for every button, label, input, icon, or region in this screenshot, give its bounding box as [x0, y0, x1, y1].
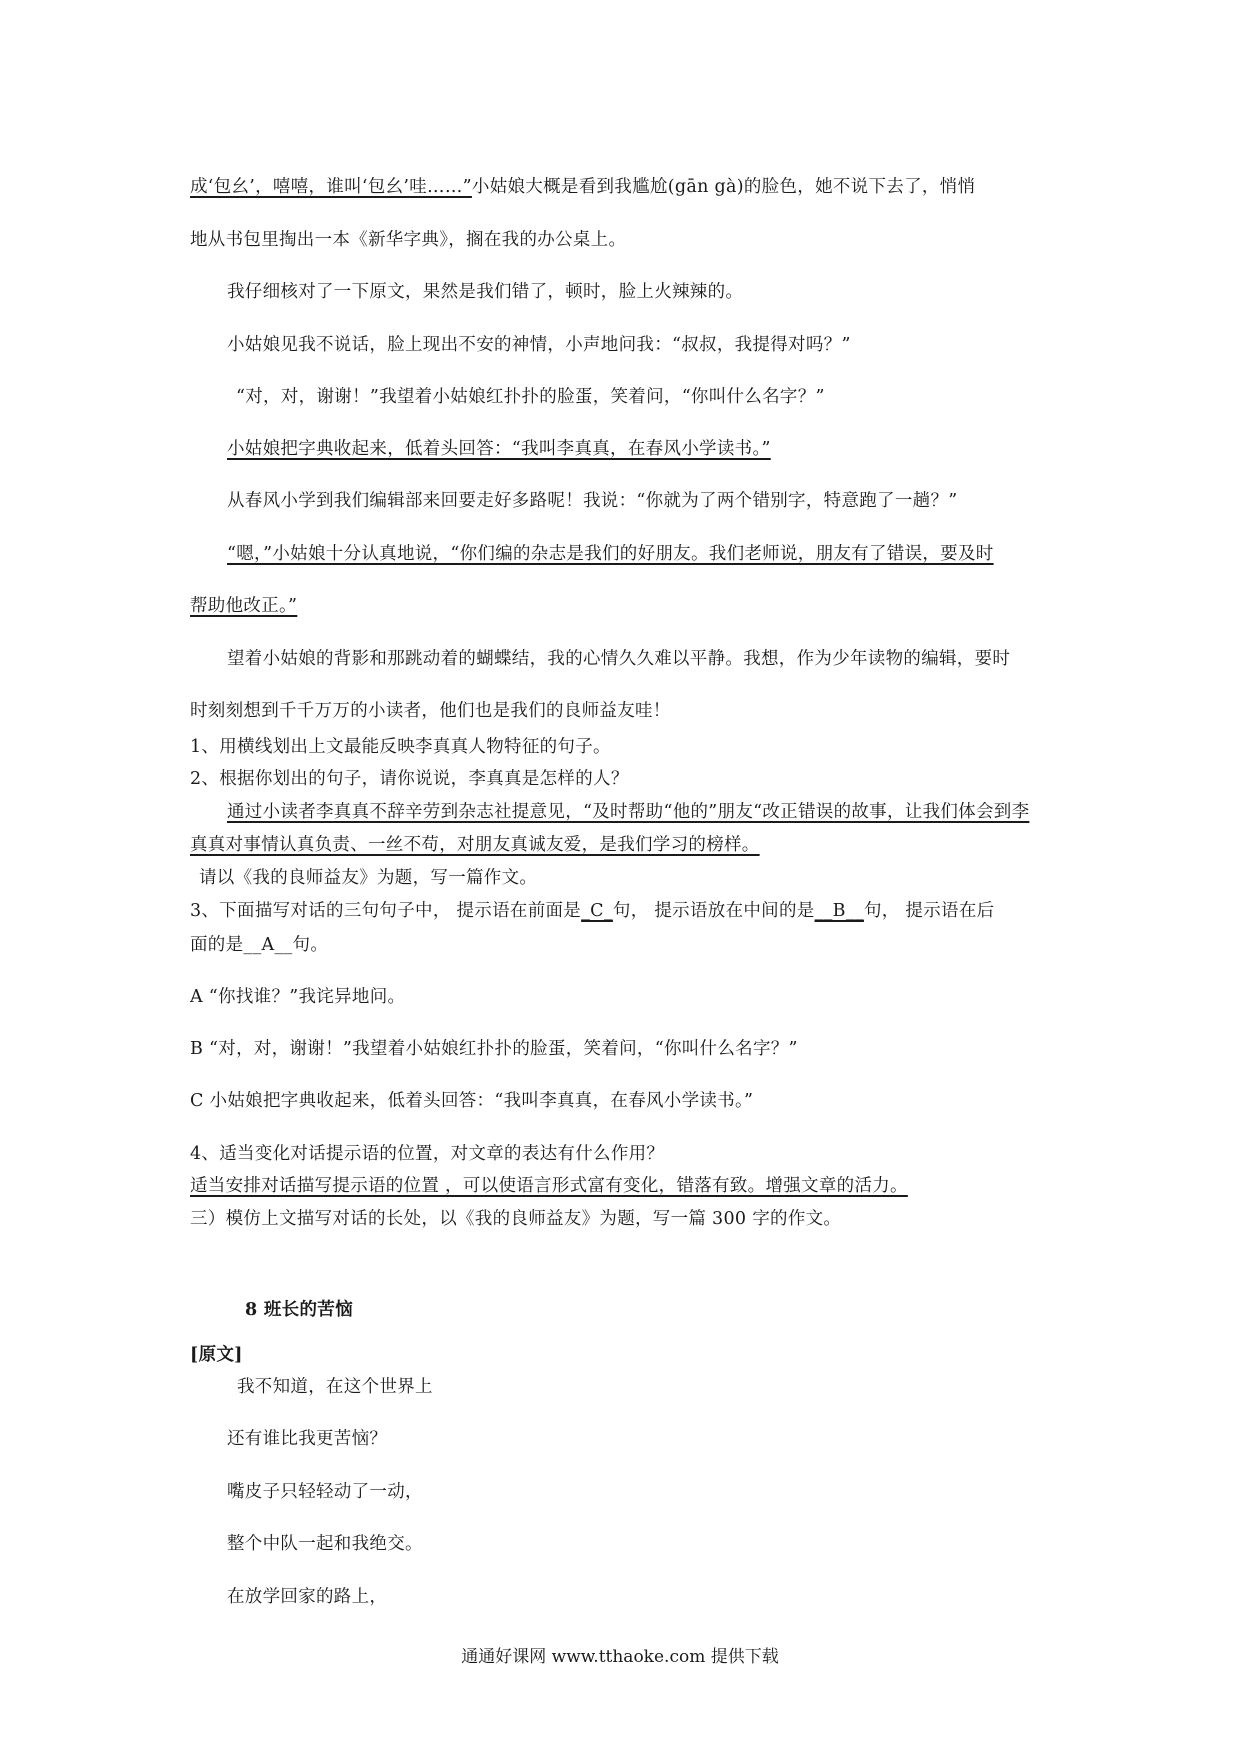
question-text: 句， 提示语放在中间的是 — [612, 901, 815, 921]
passage-line — [190, 594, 297, 618]
underlined-sentence: 成‘包幺’，嘻嘻，谁叫‘包幺’哇……” — [190, 177, 472, 197]
passage-text: 小姑娘大概是看到我尴尬(gān gà)的脸色，她不说下去了，悄悄 — [471, 177, 976, 197]
section-3-task: 三）模仿上文描写对话的长处，以《我的良师益友》为题，写一篇 300 字的作文。 — [190, 1209, 842, 1229]
poem-line: 还有谁比我更苦恼？ — [227, 1429, 388, 1449]
underlined-sentence: 帮助他改正。” — [190, 596, 298, 616]
question-3-line-2 — [190, 933, 328, 957]
question-text: 3、下面描写对话的三句句子中， 提示语在前面是 — [190, 901, 582, 921]
answer-blank: __A__ — [243, 935, 293, 955]
poem-line: 我不知道，在这个世界上 — [237, 1377, 433, 1397]
passage-line — [227, 542, 994, 566]
poem-line: 在放学回家的路上， — [227, 1587, 388, 1607]
question-text: 句， 提示语在后 — [863, 901, 995, 921]
passage-line — [190, 175, 975, 199]
section-label: [原文] — [190, 1345, 243, 1365]
passage-line: 从春风小学到我们编辑部来回要走好多路呢！我说：“你就为了两个错别字，特意跑了一趟？” — [227, 491, 958, 511]
answer-text: 真真对事情认真负责、一丝不苟，对朋友真诚友爱，是我们学习的榜样。 — [190, 835, 760, 855]
passage-line: 地从书包里掏出一本《新华字典》，搁在我的办公桌上。 — [190, 230, 627, 250]
answer-2-line — [227, 800, 1029, 824]
answer-text: 通过小读者李真真不辞辛劳到杂志社提意见，“及时帮助“他的”朋友“改正错误的故事，让我们体会到李 — [227, 802, 1030, 822]
answer-blank: __B__ — [814, 901, 864, 921]
poem-line: 嘴皮子只轻轻动了一动， — [227, 1482, 423, 1502]
passage-line: “对，对，谢谢！”我望着小姑娘红扑扑的脸蛋，笑着问，“你叫什么名字？” — [236, 387, 825, 407]
option-b: B “对，对，谢谢！”我望着小姑娘红扑扑的脸蛋，笑着问，“你叫什么名字？” — [190, 1039, 798, 1059]
passage-line: 望着小姑娘的背影和那跳动着的蝴蝶结，我的心情久久难以平静。我想，作为少年读物的编辑，要时 — [227, 649, 1011, 669]
question-1: 1、用横线划出上文最能反映李真真人物特征的句子。 — [190, 737, 611, 757]
question-4: 4、适当变化对话提示语的位置，对文章的表达有什么作用？ — [190, 1144, 665, 1164]
option-c: C 小姑娘把字典收起来，低着头回答：“我叫李真真，在春风小学读书。” — [190, 1091, 754, 1111]
answer-2-line — [190, 833, 760, 857]
page-footer: 通通好课网 www.tthaoke.com 提供下载 — [461, 1647, 779, 1667]
question-text: 句。 — [292, 935, 329, 955]
question-3 — [190, 899, 994, 923]
passage-line: 我仔细核对了一下原文，果然是我们错了，顿时，脸上火辣辣的。 — [227, 282, 744, 302]
answer-blank: _C_ — [581, 901, 613, 921]
poem-line: 整个中队一起和我绝交。 — [227, 1534, 423, 1554]
section-title: 8 班长的苦恼 — [245, 1300, 353, 1320]
passage-line: 时刻刻想到千千万万的小读者，他们也是我们的良师益友哇！ — [190, 701, 671, 721]
underlined-sentence: “嗯，”小姑娘十分认真地说，“你们编的杂志是我们的好朋友。我们老师说，朋友有了错误，要及时 — [227, 544, 994, 564]
answer-text: 适当安排对话描写提示语的位置 ，可以使语言形式富有变化，错落有致。增强文章的活力。 — [190, 1176, 908, 1196]
underlined-sentence: 小姑娘把字典收起来，低着头回答：“我叫李真真，在春风小学读书。” — [227, 439, 771, 459]
writing-note: 请以《我的良师益友》为题，写一篇作文。 — [199, 868, 538, 888]
option-a: A “你找谁？”我诧异地问。 — [190, 987, 406, 1007]
passage-line — [227, 437, 771, 461]
question-2: 2、根据你划出的句子，请你说说，李真真是怎样的人？ — [190, 769, 629, 789]
question-text: 面的是 — [190, 935, 244, 955]
passage-line: 小姑娘见我不说话，脸上现出不安的神情，小声地问我：“叔叔，我提得对吗？” — [227, 335, 851, 355]
answer-4-line — [190, 1174, 908, 1198]
